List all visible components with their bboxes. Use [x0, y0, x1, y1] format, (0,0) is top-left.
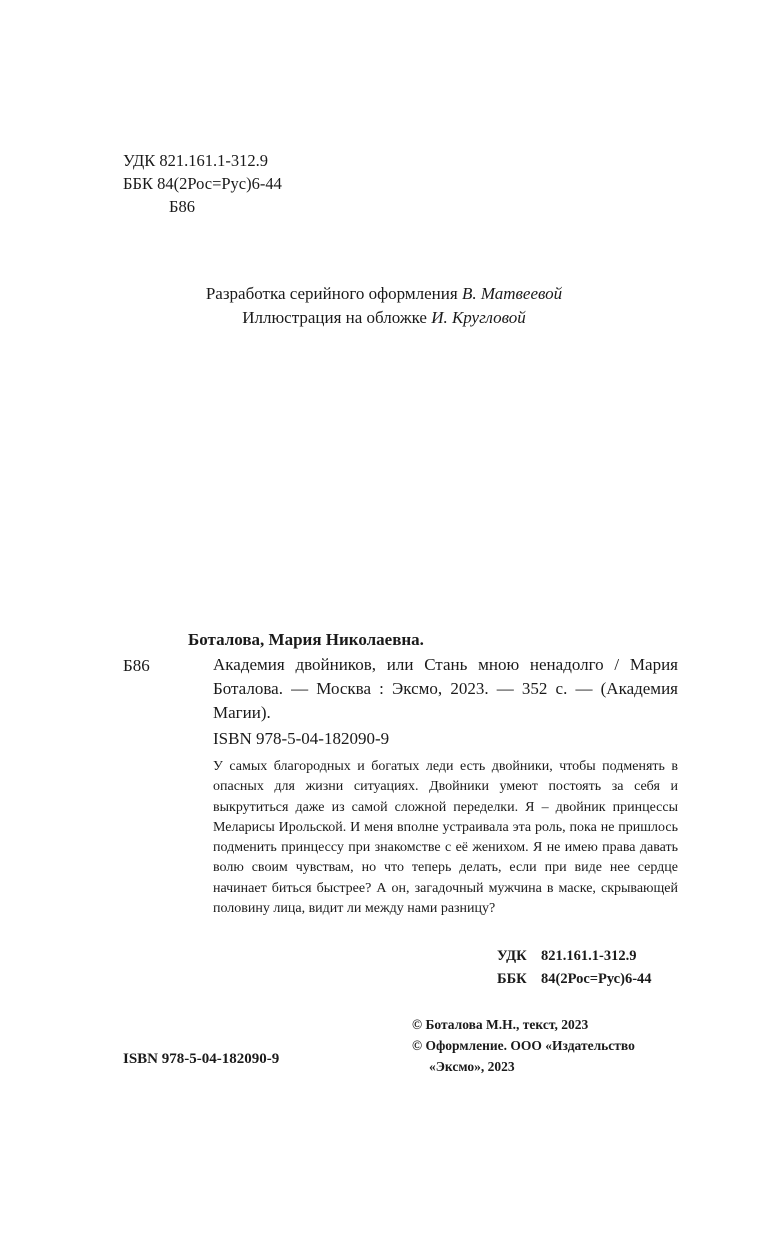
- copyright-block: [412, 1014, 635, 1077]
- annotation: У самых благородных и богатых леди есть двойники, чтобы подменять в опасных для жизни ситуациях. Двойники умеют постоять за себя и выкрутиться даже из самой сложной переделки. Я – двойник принцессы Меларисы Ирольской. И меня вполне устраивала эта роль, пока не пришлось подменить принцессу при знакомстве с её женихом. Я не имею права давать волю своим чувствам, но что теперь делать, если при виде нее сердце начинает биться быстрее? А он, загадочный мужчина в маске, скрывающей половину лица, видит ли между нами разницу?: [213, 759, 678, 917]
- catalog-author-heading: Боталова, Мария Николаевна.: [188, 630, 424, 649]
- udk-code: УДК 821.161.1-312.9: [123, 151, 269, 170]
- bibliographic-description: Академия двойников, или Стань мною ненадолго / Мария Боталова. — Москва : Эксмо, 2023. — 352 с. — (Академия Магии).: [213, 655, 678, 722]
- design-credit-name: В. Матвеевой: [461, 284, 563, 303]
- catalog-isbn: ISBN 978-5-04-182090-9: [213, 729, 390, 748]
- bbk-value: 84(2Рос=Рус)6-44: [541, 971, 652, 987]
- credits-block: [0, 282, 768, 330]
- catalog-code: Б86: [123, 656, 150, 675]
- design-credit: [0, 282, 768, 306]
- copyright-design-cont: «Эксмо», 2023: [429, 1059, 515, 1074]
- bbk-row: [497, 968, 652, 991]
- illustration-credit-prefix: Иллюстрация на обложке: [242, 308, 427, 327]
- classification-codes: [497, 945, 652, 991]
- top-classification-codes: [123, 149, 282, 218]
- illustration-credit-name: И. Кругловой: [431, 308, 526, 327]
- illustration-credit: [0, 306, 768, 330]
- bbk-code: ББК 84(2Рос=Рус)6-44: [123, 174, 282, 193]
- copyright-design: © Оформление. ООО «Издательство: [412, 1038, 635, 1053]
- udk-value: 821.161.1-312.9: [541, 948, 637, 964]
- copyright-text: © Боталова М.Н., текст, 2023: [412, 1017, 589, 1032]
- udk-row: [497, 945, 652, 968]
- design-credit-prefix: Разработка серийного оформления: [205, 284, 458, 303]
- bbk-label: ББК: [497, 971, 527, 987]
- isbn-bottom: ISBN 978-5-04-182090-9: [123, 1051, 280, 1067]
- author-mark: Б86: [169, 197, 195, 216]
- udk-label: УДК: [497, 948, 527, 964]
